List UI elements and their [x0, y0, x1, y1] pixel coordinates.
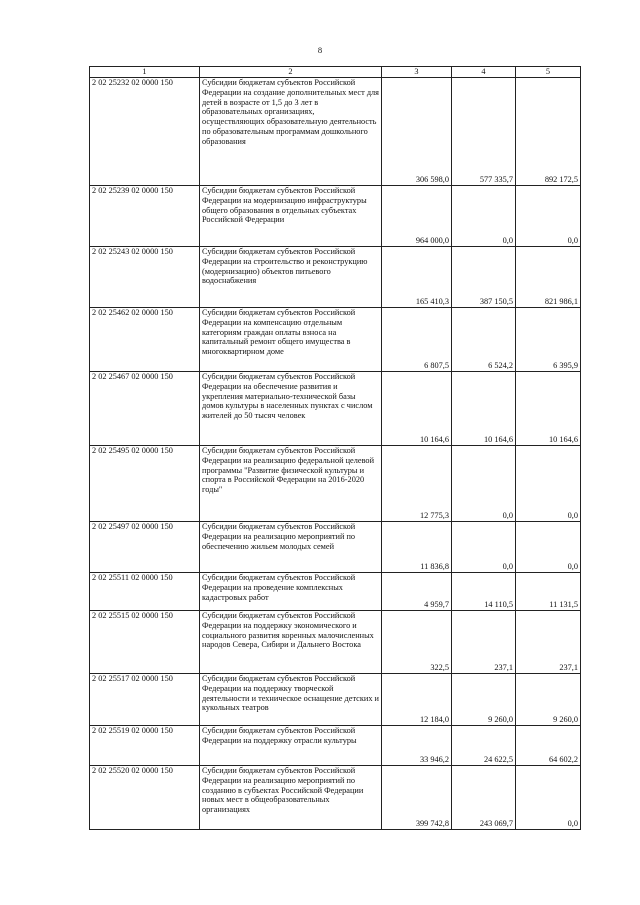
value-col4: 0,0 [452, 186, 516, 247]
value-col5: 0,0 [516, 186, 581, 247]
value-col4: 0,0 [452, 446, 516, 522]
value-col3: 322,5 [382, 611, 452, 674]
value-col3: 10 164,6 [382, 372, 452, 446]
value-col5: 0,0 [516, 446, 581, 522]
value-col4: 9 260,0 [452, 674, 516, 726]
table-row [90, 186, 581, 247]
value-col3: 33 946,2 [382, 726, 452, 766]
budget-code: 2 02 25519 02 0000 150 [90, 726, 200, 766]
value-col3: 12 775,3 [382, 446, 452, 522]
page-number: 8 [317, 45, 323, 55]
budget-code: 2 02 25232 02 0000 150 [90, 78, 200, 186]
item-name: Субсидии бюджетам субъектов Российской Федерации на реализацию мероприятий по обеспечению жильем молодых семей [200, 522, 382, 573]
table-row [90, 766, 581, 830]
value-col3: 12 184,0 [382, 674, 452, 726]
item-name: Субсидии бюджетам субъектов Российской Федерации на проведение комплексных кадастровых работ [200, 573, 382, 611]
column-header-4: 4 [452, 67, 516, 78]
value-col3: 6 807,5 [382, 308, 452, 372]
budget-code: 2 02 25467 02 0000 150 [90, 372, 200, 446]
item-name: Субсидии бюджетам субъектов Российской Федерации на реализацию федеральной целевой программы "Развитие физической культуры и спорта в Российской Федерации на 2016-2020 годы" [200, 446, 382, 522]
column-header-2: 2 [200, 67, 382, 78]
budget-code: 2 02 25520 02 0000 150 [90, 766, 200, 830]
value-col3: 306 598,0 [382, 78, 452, 186]
value-col5: 6 395,9 [516, 308, 581, 372]
item-name: Субсидии бюджетам субъектов Российской Федерации на модернизацию инфраструктуры общего образования в отдельных субъектах Российской Федерации [200, 186, 382, 247]
budget-code: 2 02 25462 02 0000 150 [90, 308, 200, 372]
value-col3: 399 742,8 [382, 766, 452, 830]
item-name: Субсидии бюджетам субъектов Российской Федерации на создание дополнительных мест для детей в возрасте от 1,5 до 3 лет в образовательных организациях, осуществляющих образовательную деятельность по образовательным программам дошкольного образования [200, 78, 382, 186]
budget-code: 2 02 25243 02 0000 150 [90, 247, 200, 308]
budget-code: 2 02 25497 02 0000 150 [90, 522, 200, 573]
value-col4: 10 164,6 [452, 372, 516, 446]
value-col4: 237,1 [452, 611, 516, 674]
table-row [90, 573, 581, 611]
table-row [90, 674, 581, 726]
value-col3: 4 959,7 [382, 573, 452, 611]
budget-code: 2 02 25495 02 0000 150 [90, 446, 200, 522]
budget-code: 2 02 25515 02 0000 150 [90, 611, 200, 674]
item-name: Субсидии бюджетам субъектов Российской Федерации на реализацию мероприятий по созданию в субъектах Российской Федерации новых мест в общеобразовательных организациях [200, 766, 382, 830]
item-name: Субсидии бюджетам субъектов Российской Федерации на строительство и реконструкцию (модернизацию) объектов питьевого водоснабжения [200, 247, 382, 308]
item-name: Субсидии бюджетам субъектов Российской Федерации на компенсацию отдельным категориям граждан оплаты взноса на капитальный ремонт общего имущества в многоквартирном доме [200, 308, 382, 372]
column-header-5: 5 [516, 67, 581, 78]
value-col5: 237,1 [516, 611, 581, 674]
value-col5: 64 602,2 [516, 726, 581, 766]
value-col4: 577 335,7 [452, 78, 516, 186]
value-col5: 10 164,6 [516, 372, 581, 446]
table-row [90, 247, 581, 308]
item-name: Субсидии бюджетам субъектов Российской Федерации на поддержку творческой деятельности и техническое оснащение детских и кукольных театров [200, 674, 382, 726]
value-col3: 964 000,0 [382, 186, 452, 247]
budget-code: 2 02 25517 02 0000 150 [90, 674, 200, 726]
value-col4: 14 110,5 [452, 573, 516, 611]
item-name: Субсидии бюджетам субъектов Российской Федерации на поддержку экономического и социального развития коренных малочисленных народов Севера, Сибири и Дальнего Востока [200, 611, 382, 674]
table-row [90, 522, 581, 573]
value-col5: 9 260,0 [516, 674, 581, 726]
item-name: Субсидии бюджетам субъектов Российской Федерации на поддержку отрасли культуры [200, 726, 382, 766]
table-row [90, 78, 581, 186]
table-row [90, 611, 581, 674]
table-row [90, 446, 581, 522]
value-col5: 11 131,5 [516, 573, 581, 611]
value-col5: 0,0 [516, 766, 581, 830]
budget-code: 2 02 25511 02 0000 150 [90, 573, 200, 611]
value-col4: 6 524,2 [452, 308, 516, 372]
table-row [90, 372, 581, 446]
item-name: Субсидии бюджетам субъектов Российской Федерации на обеспечение развития и укрепления материально-технической базы домов культуры в населенных пунктах с числом жителей до 50 тысяч человек [200, 372, 382, 446]
value-col4: 387 150,5 [452, 247, 516, 308]
budget-table [89, 66, 581, 830]
value-col3: 165 410,3 [382, 247, 452, 308]
header-row [90, 67, 581, 78]
value-col4: 243 069,7 [452, 766, 516, 830]
table-row [90, 726, 581, 766]
value-col5: 892 172,5 [516, 78, 581, 186]
value-col5: 0,0 [516, 522, 581, 573]
value-col4: 0,0 [452, 522, 516, 573]
value-col4: 24 622,5 [452, 726, 516, 766]
value-col3: 11 836,8 [382, 522, 452, 573]
column-header-1: 1 [90, 67, 200, 78]
table-body [90, 78, 581, 830]
column-header-3: 3 [382, 67, 452, 78]
value-col5: 821 986,1 [516, 247, 581, 308]
table-row [90, 308, 581, 372]
budget-code: 2 02 25239 02 0000 150 [90, 186, 200, 247]
table-header [90, 67, 581, 78]
